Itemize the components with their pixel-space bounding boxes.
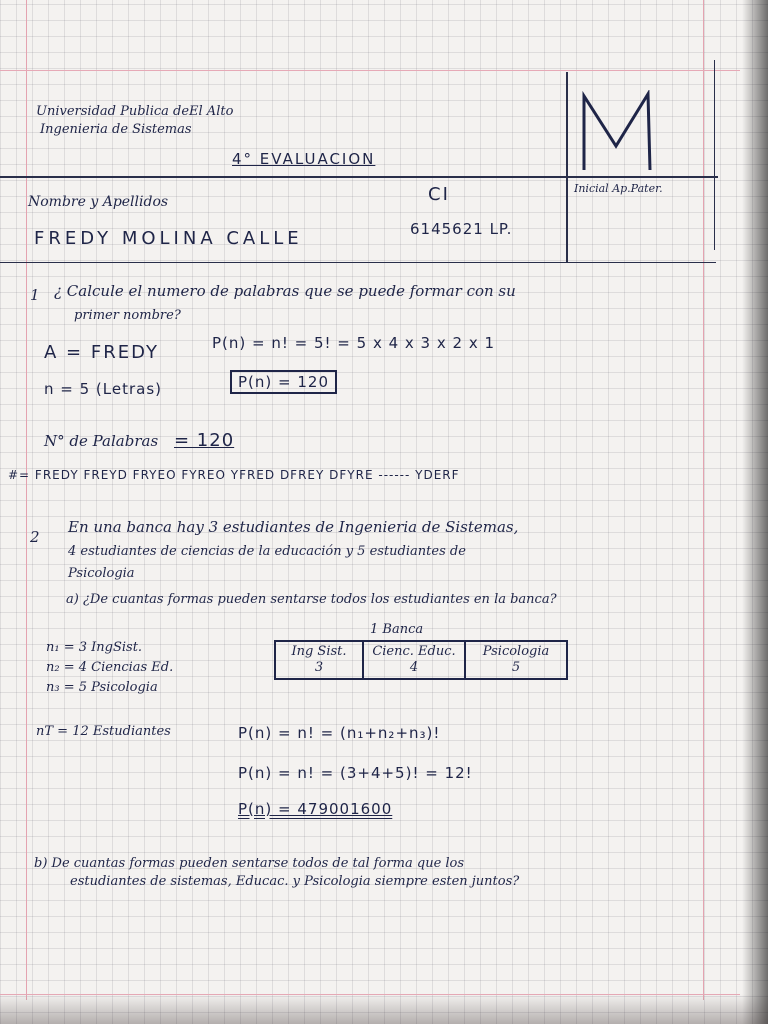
- cell-value: 3: [314, 660, 324, 675]
- left-margin-line: [26, 0, 27, 1000]
- q1-count-value: = 120: [174, 430, 235, 451]
- q1-question-line2: primer nombre?: [74, 308, 181, 323]
- ci-label: CI: [428, 184, 450, 205]
- initial-label: Inicial Ap.Pater.: [574, 182, 663, 195]
- university-name: Universidad Publica deEl Alto: [36, 104, 234, 119]
- cell-label: Ing Sist.: [291, 644, 347, 659]
- page-bottom-shadow: [0, 994, 768, 1024]
- student-name: FREDY MOLINA CALLE: [34, 228, 303, 249]
- top-margin-line: [0, 70, 740, 71]
- q1-question-line1: ¿ Calcule el numero de palabras que se puede formar con su: [54, 282, 516, 300]
- q2-result: P(n) = 479001600: [238, 800, 393, 818]
- q2-n3: n₃ = 5 Psicologia: [46, 680, 158, 695]
- q1-formula: P(n) = n! = 5! = 5 x 4 x 3 x 2 x 1: [212, 334, 496, 352]
- header-divider: [0, 176, 718, 178]
- q2-statement-line2: 4 estudiantes de ciencias de la educación y 5 estudiantes de: [68, 544, 466, 559]
- q2-part-b-line2: estudiantes de sistemas, Educac. y Psicologia siempre esten juntos?: [70, 874, 520, 889]
- ci-value: 6145621 LP.: [410, 220, 513, 238]
- cell-label: Cienc. Educ.: [372, 644, 456, 659]
- logo-divider: [566, 72, 568, 262]
- right-margin-line: [703, 0, 704, 1000]
- m-logo-icon: [580, 90, 654, 172]
- q2-number: 2: [30, 528, 40, 546]
- q2-table-title: 1 Banca: [370, 622, 424, 637]
- q2-n1: n₁ = 3 IngSist.: [46, 640, 143, 655]
- q2-n2: n₂ = 4 Ciencias Ed.: [46, 660, 174, 675]
- page-edge-shadow: [742, 0, 768, 1024]
- q2-formula-1: P(n) = n! = (n₁+n₂+n₃)!: [238, 724, 441, 742]
- q2-part-a: a) ¿De cuantas formas pueden sentarse todos los estudiantes en la banca?: [66, 592, 557, 607]
- name-divider: [0, 262, 716, 263]
- q1-word-examples: #= FREDY FREYD FRYEO FYREO YFRED DFREY DFYRE ------ YDERF: [8, 468, 460, 482]
- right-header-divider: [714, 60, 715, 250]
- q1-n-definition: n = 5 (Letras): [44, 380, 163, 398]
- career-name: Ingenieria de Sistemas: [40, 122, 192, 137]
- q2-total-students: nT = 12 Estudiantes: [36, 724, 171, 739]
- cell-label: Psicologia: [482, 644, 550, 659]
- evaluation-title: 4° EVALUACION: [232, 150, 376, 168]
- q2-part-b-line1: b) De cuantas formas pueden sentarse todos de tal forma que los: [34, 856, 465, 871]
- name-label: Nombre y Apellidos: [28, 194, 169, 210]
- q2-formula-2: P(n) = n! = (3+4+5)! = 12!: [238, 764, 473, 782]
- q1-number: 1: [30, 286, 40, 304]
- q2-statement-line1: En una banca hay 3 estudiantes de Ingenieria de Sistemas,: [68, 518, 519, 536]
- q1-result-box: P(n) = 120: [230, 370, 337, 394]
- table-cell: [465, 641, 567, 679]
- q1-count-label: N° de Palabras: [44, 432, 159, 450]
- q2-statement-line3: Psicologia: [68, 566, 135, 581]
- table-cell: [363, 641, 465, 679]
- banca-table: [274, 640, 568, 680]
- cell-value: 5: [511, 660, 521, 675]
- cell-value: 4: [409, 660, 419, 675]
- table-cell: [275, 641, 363, 679]
- q1-set-definition: A = FREDY: [44, 342, 159, 363]
